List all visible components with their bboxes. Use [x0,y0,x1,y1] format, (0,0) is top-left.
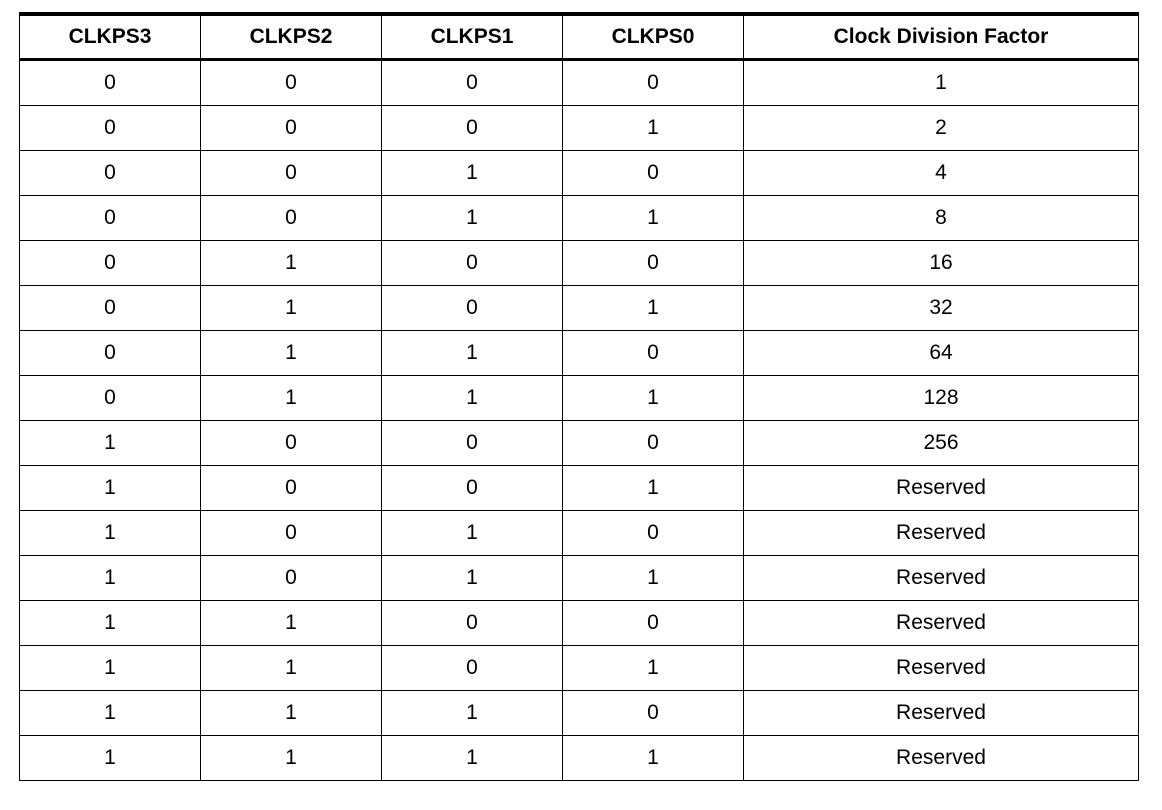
cell-clkps2: 0 [201,196,382,241]
cell-clkps2: 0 [201,466,382,511]
table-row [20,241,1139,286]
cell-clkps0: 0 [563,60,744,106]
cell-clkps1: 1 [382,376,563,421]
clock-prescaler-table [19,12,1139,781]
table-row [20,646,1139,691]
cell-clkps1: 1 [382,691,563,736]
cell-clkps0: 1 [563,556,744,601]
cell-clkps3: 0 [20,286,201,331]
cell-division-factor: 8 [744,196,1139,241]
table-row [20,286,1139,331]
cell-clkps0: 0 [563,331,744,376]
header-clkps3: CLKPS3 [20,14,201,60]
cell-clkps3: 1 [20,511,201,556]
cell-division-factor: 64 [744,331,1139,376]
cell-clkps1: 1 [382,736,563,781]
cell-clkps0: 0 [563,511,744,556]
cell-division-factor: Reserved [744,511,1139,556]
cell-clkps2: 1 [201,241,382,286]
table-row [20,331,1139,376]
table-header [20,14,1139,60]
cell-clkps0: 1 [563,646,744,691]
cell-clkps3: 0 [20,60,201,106]
cell-clkps0: 0 [563,601,744,646]
header-clock-division-factor: Clock Division Factor [744,14,1139,60]
cell-clkps2: 0 [201,556,382,601]
cell-clkps1: 0 [382,286,563,331]
cell-clkps2: 1 [201,376,382,421]
cell-division-factor: Reserved [744,466,1139,511]
cell-clkps0: 1 [563,466,744,511]
cell-clkps0: 1 [563,196,744,241]
cell-clkps2: 0 [201,151,382,196]
table-row [20,556,1139,601]
cell-division-factor: 256 [744,421,1139,466]
table-row [20,60,1139,106]
cell-clkps3: 1 [20,736,201,781]
cell-clkps2: 1 [201,331,382,376]
cell-clkps3: 1 [20,601,201,646]
table-row [20,421,1139,466]
cell-clkps3: 1 [20,691,201,736]
cell-clkps1: 0 [382,421,563,466]
cell-clkps1: 1 [382,511,563,556]
cell-division-factor: Reserved [744,646,1139,691]
cell-clkps3: 1 [20,556,201,601]
cell-division-factor: 1 [744,60,1139,106]
cell-division-factor: 32 [744,286,1139,331]
cell-clkps3: 0 [20,241,201,286]
cell-clkps3: 0 [20,376,201,421]
table-row [20,691,1139,736]
cell-clkps0: 0 [563,241,744,286]
table-row [20,511,1139,556]
cell-clkps3: 1 [20,646,201,691]
cell-clkps0: 1 [563,376,744,421]
cell-clkps3: 0 [20,106,201,151]
cell-division-factor: 2 [744,106,1139,151]
cell-clkps0: 0 [563,151,744,196]
cell-division-factor: Reserved [744,601,1139,646]
cell-clkps1: 1 [382,331,563,376]
table-row [20,196,1139,241]
table-row [20,376,1139,421]
cell-clkps3: 1 [20,421,201,466]
cell-clkps1: 1 [382,556,563,601]
table-row [20,106,1139,151]
table-row [20,736,1139,781]
header-clkps2: CLKPS2 [201,14,382,60]
cell-clkps2: 1 [201,646,382,691]
cell-clkps0: 1 [563,286,744,331]
cell-clkps3: 0 [20,331,201,376]
cell-clkps0: 0 [563,421,744,466]
cell-division-factor: 128 [744,376,1139,421]
cell-division-factor: Reserved [744,556,1139,601]
cell-clkps0: 1 [563,736,744,781]
cell-clkps1: 1 [382,151,563,196]
cell-division-factor: 4 [744,151,1139,196]
cell-clkps1: 0 [382,466,563,511]
cell-clkps1: 0 [382,241,563,286]
header-clkps0: CLKPS0 [563,14,744,60]
cell-clkps1: 0 [382,646,563,691]
header-clkps1: CLKPS1 [382,14,563,60]
cell-clkps2: 0 [201,421,382,466]
cell-clkps0: 0 [563,691,744,736]
cell-clkps1: 0 [382,106,563,151]
cell-clkps2: 0 [201,60,382,106]
cell-clkps2: 1 [201,691,382,736]
cell-clkps3: 0 [20,151,201,196]
cell-clkps2: 1 [201,601,382,646]
cell-clkps0: 1 [563,106,744,151]
table-body [20,60,1139,781]
cell-division-factor: Reserved [744,736,1139,781]
table-row [20,601,1139,646]
cell-division-factor: 16 [744,241,1139,286]
cell-clkps2: 1 [201,286,382,331]
header-row [20,14,1139,60]
cell-clkps1: 1 [382,196,563,241]
table-row [20,151,1139,196]
cell-clkps1: 0 [382,60,563,106]
cell-clkps2: 0 [201,511,382,556]
cell-clkps1: 0 [382,601,563,646]
cell-clkps3: 1 [20,466,201,511]
cell-clkps2: 1 [201,736,382,781]
table-row [20,466,1139,511]
cell-clkps3: 0 [20,196,201,241]
cell-clkps2: 0 [201,106,382,151]
cell-division-factor: Reserved [744,691,1139,736]
